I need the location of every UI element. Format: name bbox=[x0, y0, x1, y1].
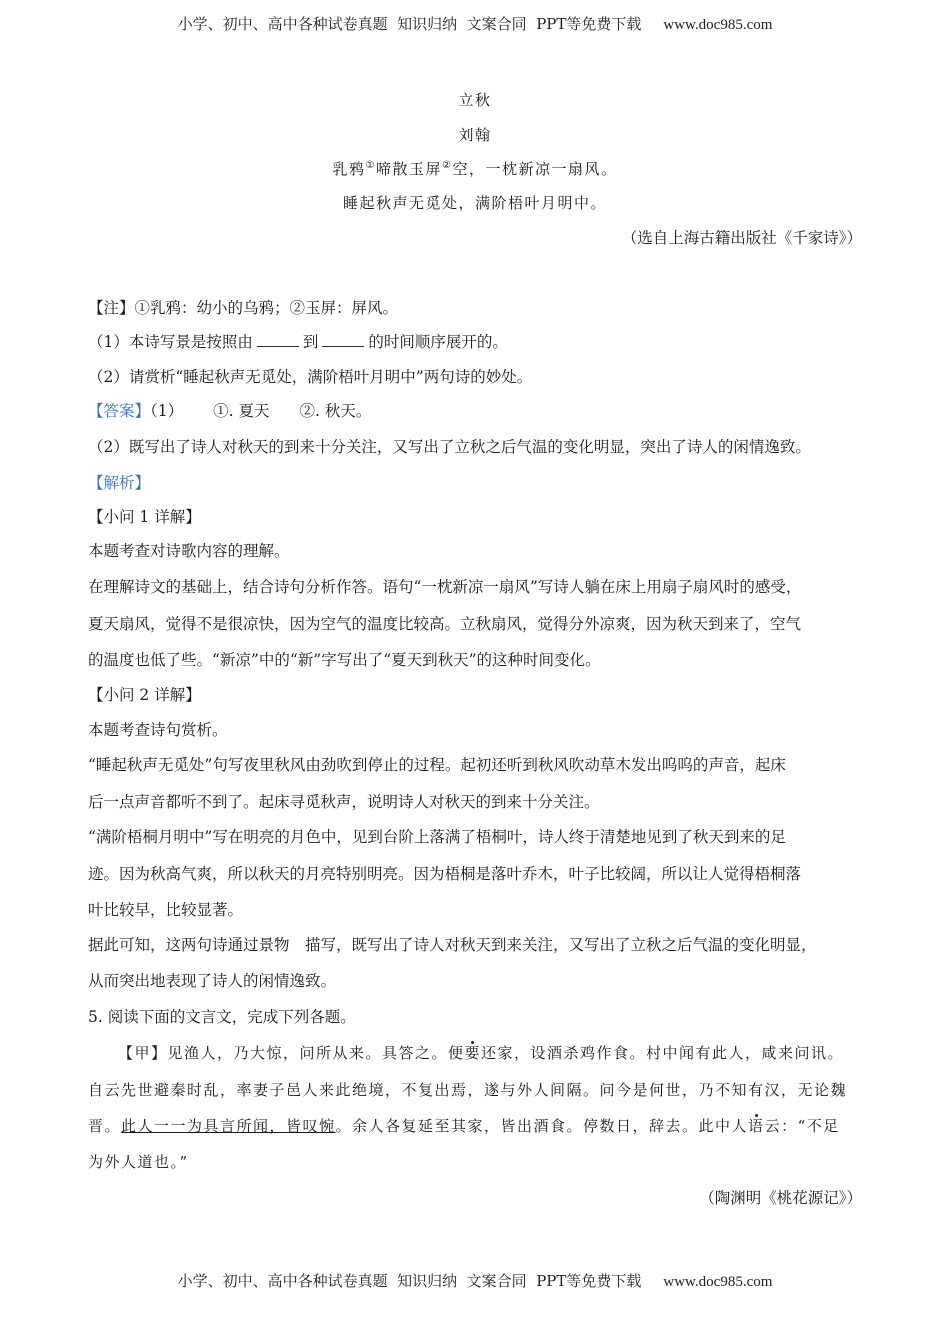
poem-line-1: 乳鸦①啼散玉屏②空，一枕新凉一扇风。 bbox=[332, 160, 618, 178]
answer-blank-1 bbox=[257, 332, 299, 347]
page-footer bbox=[0, 1270, 950, 1291]
passage-line: 自云先世避秦时乱，率妻子邑人来此绝境，不复出焉，遂与外人间隔。问今是何世，乃不知有汉，无论魏 bbox=[88, 1081, 848, 1099]
header-text: 小学、初中、高中各种试卷真题 知识归纳 文案合同 PPT等免费下载 bbox=[177, 15, 642, 33]
poem-source: （选自上海古籍出版社《千家诗》） bbox=[621, 229, 862, 247]
header-site[interactable]: www.doc985.com bbox=[663, 17, 773, 33]
sub1-line: 本题考查对诗歌内容的理解。 bbox=[88, 542, 290, 560]
note: 【注】①乳鸦：幼小的乌鸦；②玉屏：屏风。 bbox=[88, 299, 399, 317]
page-header bbox=[0, 13, 950, 34]
passage-source: （陶渊明《桃花源记》） bbox=[699, 1189, 862, 1207]
sub2-line: “睡起秋声无觅处”句写夜里秋风由劲吹到停止的过程。起初还听到秋风吹动草木发出呜呜的声音，起床 bbox=[88, 756, 786, 774]
sub2-line: 从而突出地表现了诗人的闲情逸致。 bbox=[88, 972, 337, 990]
sub2-line: 本题考查诗句赏析。 bbox=[88, 721, 228, 739]
passage-line: 晋。此人一一为具言所闻，皆叹惋。余人各复延至其家，皆出酒食。停数日，辞去。此中人语云：“不足 bbox=[88, 1117, 840, 1135]
sub2-line: “满阶梧桐月明中”写在明亮的月色中，见到台阶上落满了梧桐叶，诗人终于清楚地见到了秋天到来的足 bbox=[88, 828, 786, 846]
poem-author: 刘翰 bbox=[458, 126, 492, 144]
question-2: （2）请赏析“睡起秋声无觅处，满阶梧叶月明中”两句诗的妙处。 bbox=[88, 368, 533, 386]
passage-line: 【甲】见渔人，乃大惊，问所从来。具答之。便要还家，设酒杀鸡作食。村中闻有此人，咸来问讯。 bbox=[118, 1044, 845, 1062]
answer-2: （2）既写出了诗人对秋天的到来十分关注，又写出了立秋之后气温的变化明显，突出了诗人的闲情逸致。 bbox=[88, 438, 811, 456]
footer-text: 小学、初中、高中各种试卷真题 知识归纳 文案合同 PPT等免费下载 bbox=[177, 1272, 642, 1290]
sub1-line: 的温度也低了些。“新凉”中的“新”字写出了“夏天到秋天”的这种时间变化。 bbox=[88, 651, 601, 669]
answer-blank-2 bbox=[322, 332, 364, 347]
passage-line: 为外人道也。” bbox=[88, 1153, 189, 1171]
answer-1: 【答案】（1） ①. 夏天 ②. 秋天。 bbox=[88, 402, 372, 420]
sub2-line: 据此可知，这两句诗通过景物 描写，既写出了诗人对秋天到来关注，又写出了立秋之后气温的变化明显， bbox=[88, 936, 817, 954]
underlined-sentence: 此人一一为具言所闻，皆叹惋 bbox=[121, 1117, 336, 1135]
question-1: （1）本诗写景是按照由 到 的时间顺序展开的。 bbox=[88, 333, 508, 351]
analysis-label: 【解析】 bbox=[88, 474, 151, 492]
sub1-title: 【小问 1 详解】 bbox=[88, 508, 201, 526]
footer-site[interactable]: www.doc985.com bbox=[663, 1274, 773, 1290]
sub1-line: 在理解诗文的基础上，结合诗句分析作答。语句“一枕新凉一扇风”写诗人躺在床上用扇子扇风时的感受， bbox=[88, 578, 802, 596]
sub2-line: 叶比较早，比较显著。 bbox=[88, 901, 244, 919]
sub2-line: 后一点声音都听不到了。起床寻觅秋声，说明诗人对秋天的到来十分关注。 bbox=[88, 793, 600, 811]
sub2-line: 迹。因为秋高气爽，所以秋天的月亮特别明亮。因为梧桐是落叶乔木，叶子比较阔，所以让人觉得梧桐落 bbox=[88, 865, 802, 883]
question-5: 5. 阅读下面的文言文，完成下列各题。 bbox=[88, 1008, 356, 1026]
sub1-line: 夏天扇风，觉得不是很凉快，因为空气的温度比较高。立秋扇风，觉得分外凉爽，因为秋天到来了，空气 bbox=[88, 615, 802, 633]
sub2-title: 【小问 2 详解】 bbox=[88, 686, 201, 704]
poem-title: 立秋 bbox=[458, 91, 492, 109]
poem-line-2: 睡起秋声无觅处，满阶梧叶月明中。 bbox=[342, 194, 607, 212]
answer-label: 【答案】 bbox=[88, 402, 151, 420]
